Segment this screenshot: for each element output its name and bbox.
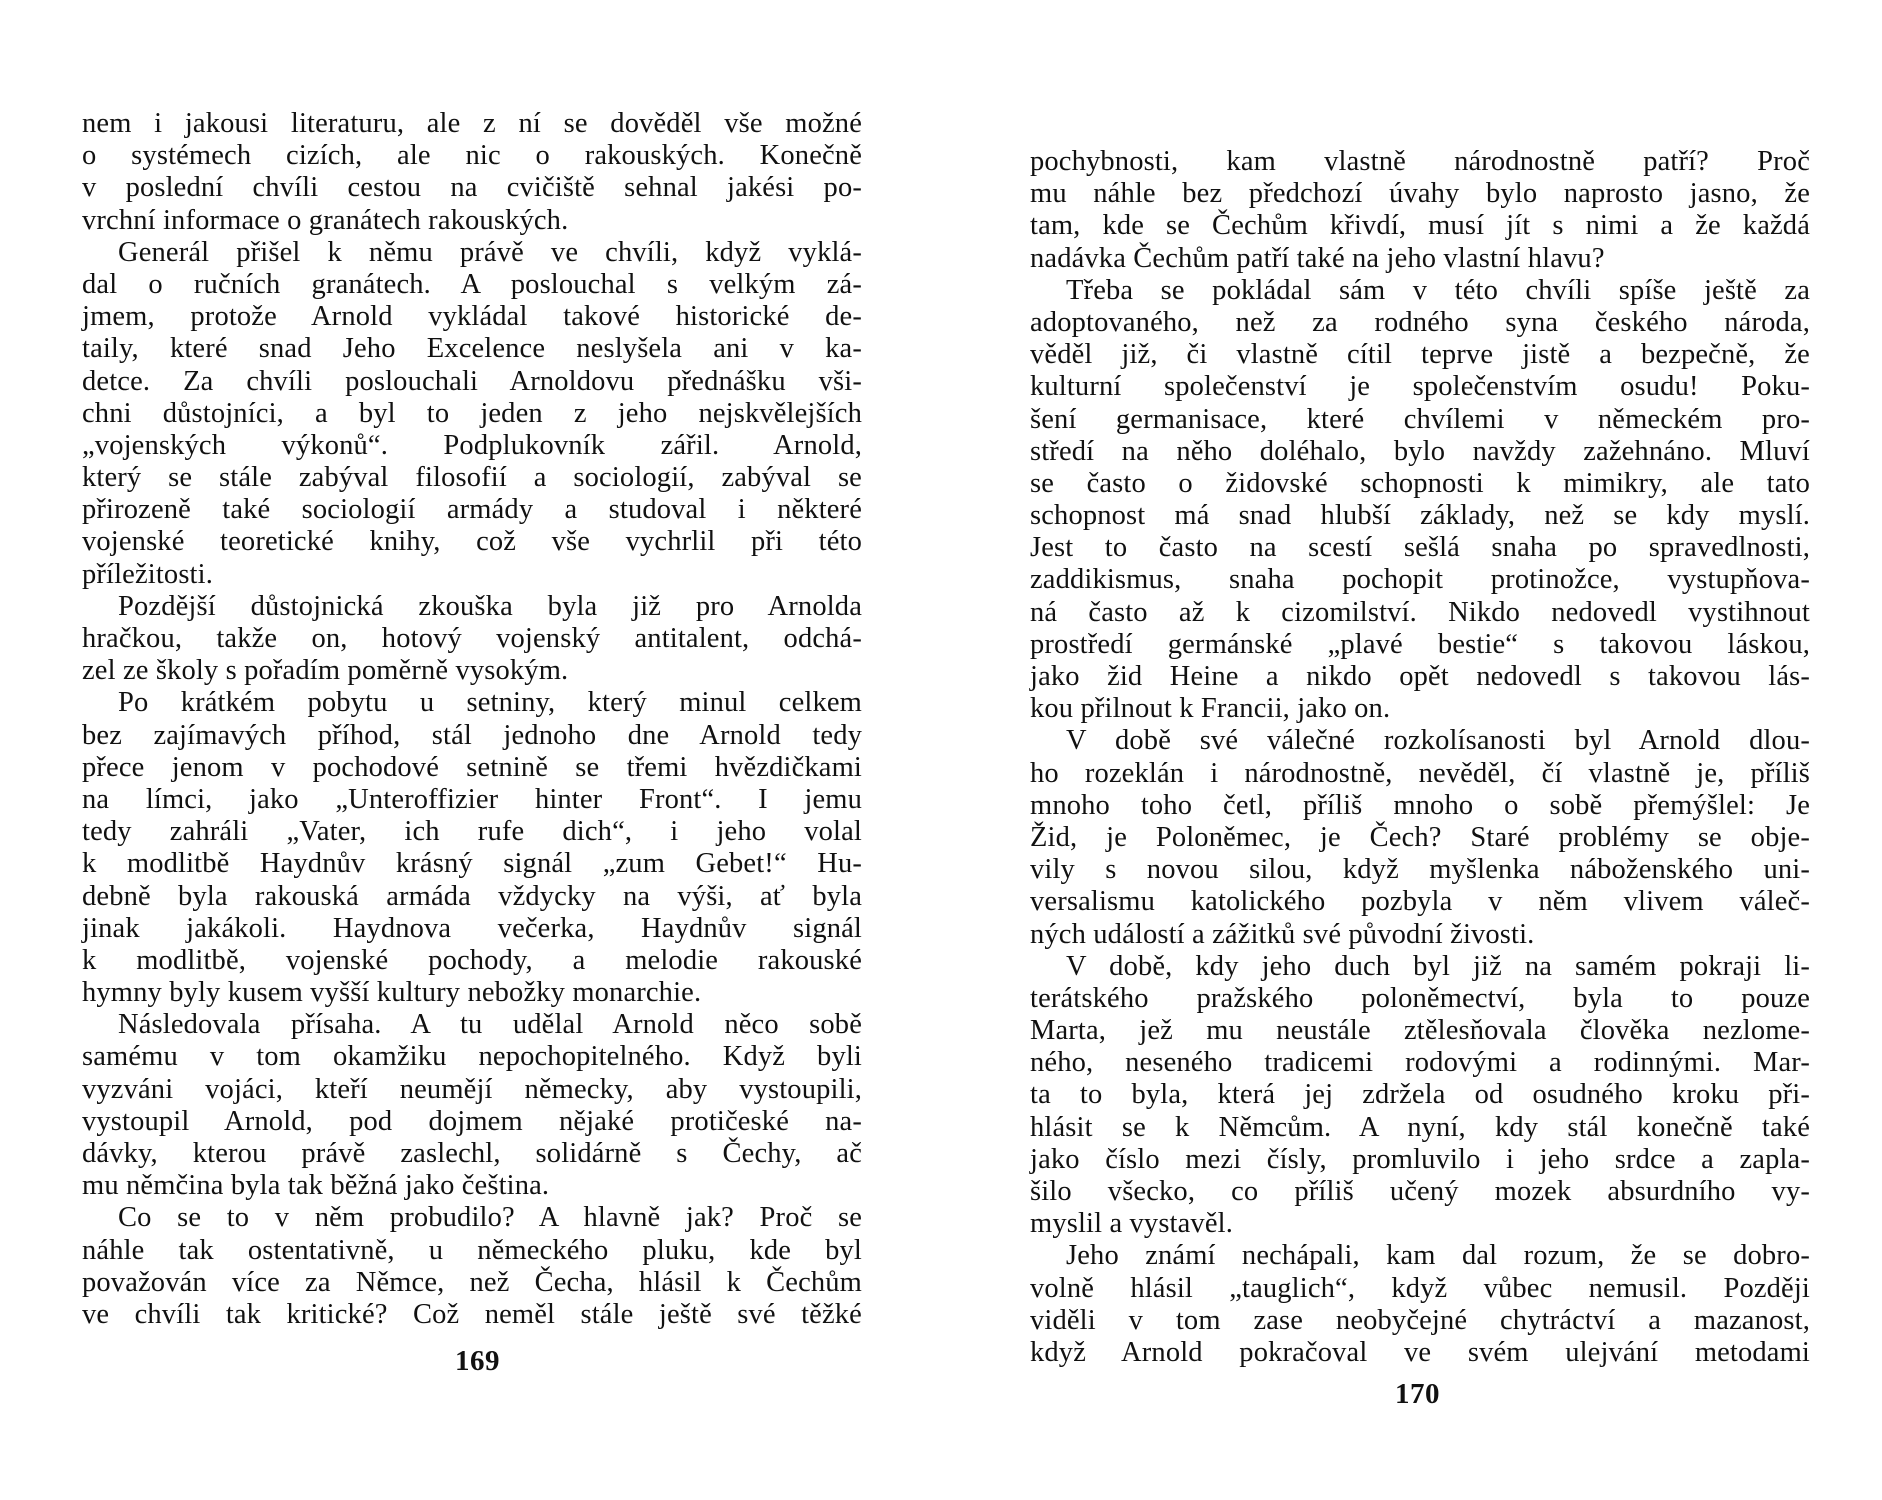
text-line: tam, kde se Čechům křivdí, musí jít s nimi a že každá (1030, 210, 1810, 242)
text-line: Jeho známí nechápali, kam dal rozum, že se dobro- (1066, 1240, 1810, 1272)
text-line: Třeba se pokládal sám v této chvíli spíše ještě za (1066, 274, 1810, 306)
text-line: ná často až k cizomilství. Nikdo nedovedl vystihnout (1030, 596, 1810, 628)
text-line: kou přilnout k Francii, jako on. (1030, 693, 1391, 725)
text-line: o systémech cizích, ale nic o rakouských. Konečně (82, 140, 862, 172)
text-line: na límci, jako „Unteroffizier hinter Front“. I jemu (82, 783, 862, 815)
text-line: zaddikismus, snaha pochopit protinožce, vystupňova- (1030, 564, 1810, 596)
text-line: Marta, jež mu neustále ztělesňovala člověka nezlome- (1030, 1015, 1810, 1047)
text-line: příležitosti. (82, 558, 213, 590)
text-line: dal o ručních granátech. A poslouchal s velkým zá- (82, 268, 862, 300)
text-line: debně byla rakouská armáda vždycky na výši, ať byla (82, 880, 862, 912)
text-line: pochybnosti, kam vlastně národnostně patří? Proč (1030, 146, 1810, 177)
text-line: schopnost má snad hlubší základy, než se kdy myslí. (1030, 500, 1810, 532)
text-line: Následovala přísaha. A tu udělal Arnold něco sobě (118, 1009, 862, 1041)
text-line: náhle tak ostentativně, u německého pluku, kde byl (82, 1234, 862, 1266)
text-line: jako žid Heine a nikdo opět nedovedl s takovou lás- (1030, 661, 1810, 692)
text-line: se často o židovské schopnosti k mimikry, ale tato (1030, 467, 1810, 499)
text-line: ve chvíli tak kritické? Což neměl stále ještě své těžké (82, 1298, 862, 1330)
text-line: jako číslo mezi čísly, promluvilo i jeho srdce a zapla- (1030, 1143, 1810, 1175)
text-line: ných událostí a zážitků své původní živosti. (1030, 918, 1535, 950)
text-line: Generál přišel k němu právě ve chvíli, když vyklá- (118, 236, 862, 268)
text-line: ho rozeklán i národnostně, nevěděl, čí vlastně je, příliš (1030, 757, 1810, 789)
text-line: Pozdější důstojnická zkouška byla již pro Arnolda (118, 590, 862, 622)
text-line: šilo všecko, co příliš učený mozek absurdního vy- (1030, 1176, 1810, 1207)
text-line: myslil a vystavěl. (1030, 1208, 1233, 1240)
text-line: bez zajímavých příhod, stál jednoho dne Arnold tedy (82, 719, 862, 751)
text-line: přece jenom v pochodové setnině se třemi hvězdičkami (82, 751, 862, 783)
text-line: Po krátkém pobytu u setniny, který minul celkem (118, 687, 862, 719)
text-line: adoptovaného, než za rodného syna českého národa, (1030, 306, 1810, 338)
text-line: hračkou, takže on, hotový vojenský antitalent, odchá- (82, 623, 862, 654)
text-line: když Arnold pokračoval ve svém ulejvání metodami (1030, 1336, 1810, 1368)
text-line: vojenské teoretické knihy, což vše vychrlil při této (82, 526, 862, 558)
text-line: hymny byly kusem vyšší kultury nebožky monarchie. (82, 977, 702, 1009)
text-line: volně hlásil „tauglich“, když vůbec nemusil. Později (1030, 1272, 1810, 1304)
text-line: chni důstojníci, a byl to jeden z jeho nejskvělejších (82, 397, 862, 429)
text-line: jmem, protože Arnold vykládal takové historické de- (82, 301, 862, 333)
text-line: ta to byla, která jej zdržela od osudného kroku při- (1030, 1079, 1810, 1111)
text-line: přirozeně také sociologií armády a studoval i některé (82, 494, 862, 526)
text-line: vyzváni vojáci, kteří neumějí německy, aby vystoupili, (82, 1073, 862, 1105)
text-line: dávky, kterou právě zaslechl, solidárně s Čechy, ač (82, 1138, 862, 1169)
text-line: k modlitbě, vojenské pochody, a melodie rakouské (82, 944, 862, 976)
left-page-number: 169 (455, 1345, 500, 1377)
text-line: hlásit se k Němcům. A nyní, kdy stál konečně také (1030, 1111, 1810, 1143)
text-line: samému v tom okamžiku nepochopitelného. Když byli (82, 1041, 862, 1073)
text-line: mnoho toho četl, příliš mnoho o sobě přemýšlel: Je (1030, 789, 1810, 821)
text-line: V době své válečné rozkolísanosti byl Arnold dlou- (1066, 725, 1810, 757)
text-line: nem i jakousi literaturu, ale z ní se dověděl vše možné (82, 108, 862, 139)
text-line: vrchní informace o granátech rakouských. (82, 204, 569, 236)
text-line: který se stále zabýval filosofií a sociologií, zabýval se (82, 462, 862, 494)
text-line: „vojenských výkonů“. Podplukovník zářil. Arnold, (82, 429, 862, 461)
text-line: v poslední chvíli cestou na cvičiště sehnal jakési po- (82, 172, 862, 204)
text-line: nadávka Čechům patří také na jeho vlastní hlavu? (1030, 242, 1605, 274)
text-line: věděl již, či vlastně cítil teprve jistě a bezpečně, že (1030, 339, 1810, 371)
right-page-text (1030, 146, 1810, 1369)
text-line: Žid, je Poloněmec, je Čech? Staré problémy se obje- (1030, 821, 1810, 853)
text-line: vily s novou silou, když myšlenka náboženského uni- (1030, 854, 1810, 886)
text-line: Jest to často na scestí sešlá snaha po spravedlnosti, (1030, 532, 1810, 564)
text-line: zel ze školy s pořadím poměrně vysokým. (82, 655, 569, 687)
text-line: taily, které snad Jeho Excelence neslyšela ani v ka- (82, 333, 862, 365)
text-line: V době, kdy jeho duch byl již na samém pokraji li- (1066, 950, 1810, 982)
right-page-number: 170 (1395, 1378, 1440, 1410)
text-line: viděli v tom zase neobyčejné chytráctví a mazanost, (1030, 1304, 1810, 1336)
text-line: mu němčina byla tak běžná jako čeština. (82, 1170, 550, 1202)
text-line: šení germanisace, které chvílemi v německém pro- (1030, 403, 1810, 435)
text-line: kulturní společenství je společenstvím osudu! Poku- (1030, 371, 1810, 403)
text-line: jinak jakákoli. Haydnova večerka, Haydnův signál (82, 912, 862, 944)
text-line: Co se to v něm probudilo? A hlavně jak? Proč se (118, 1202, 862, 1234)
text-line: mu náhle bez předchozí úvahy bylo naprosto jasno, že (1030, 178, 1810, 210)
text-line: versalismu katolického pozbyla v něm vlivem váleč- (1030, 886, 1810, 918)
text-line: prostředí germánské „plavé bestie“ s takovou láskou, (1030, 628, 1810, 660)
text-line: terátského pražského poloněmectví, byla to pouze (1030, 982, 1810, 1014)
text-line: detce. Za chvíli poslouchali Arnoldovu přednášku vši- (82, 365, 862, 397)
text-line: tedy zahráli „Vater, ich rufe dich“, i jeho volal (82, 816, 862, 848)
text-line: považován více za Němce, než Čecha, hlásil k Čechům (82, 1266, 862, 1298)
text-line: středí na něho doléhalo, bylo navždy zažehnáno. Mluví (1030, 435, 1810, 467)
text-line: ného, neseného tradicemi rodovými a rodinnými. Mar- (1030, 1047, 1810, 1079)
text-line: k modlitbě Haydnův krásný signál „zum Gebet!“ Hu- (82, 848, 862, 880)
text-line: vystoupil Arnold, pod dojmem nějaké protičeské na- (82, 1105, 862, 1137)
left-page-text (82, 108, 862, 1331)
